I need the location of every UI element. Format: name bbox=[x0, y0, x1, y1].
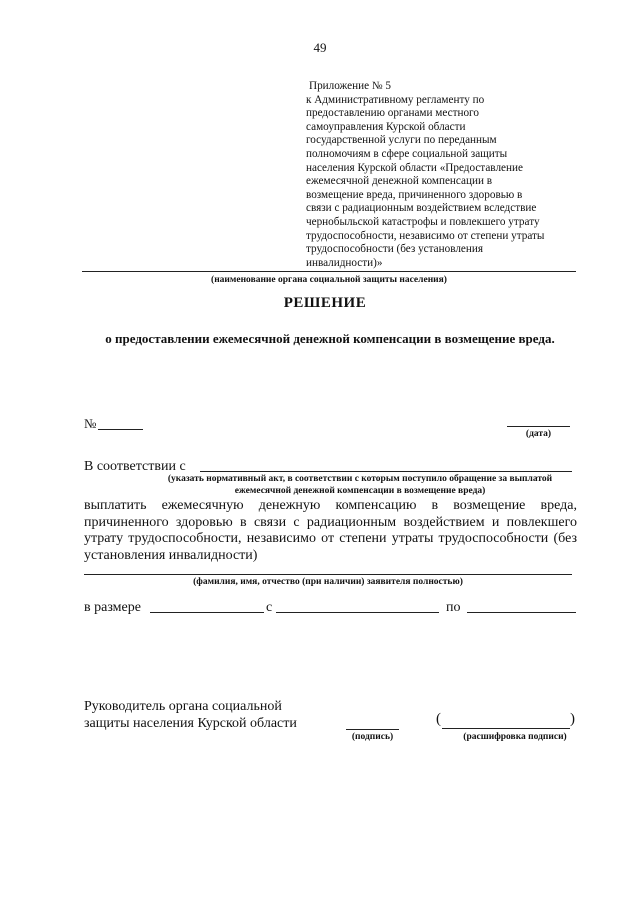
signer-title-line1: Руководитель органа социальной bbox=[84, 699, 282, 714]
signature-field bbox=[346, 729, 399, 730]
appendix-block bbox=[306, 80, 591, 270]
applicant-field bbox=[84, 574, 572, 575]
date-caption: (дата) bbox=[525, 429, 552, 439]
amount-label: в размере bbox=[84, 600, 141, 615]
according-label: В соответствии с bbox=[84, 459, 186, 474]
according-caption: (указать нормативный акт, в соответствии с которым поступило обращение за выплатой ежемесячной денежной компенсации в возмещение вреда) bbox=[167, 474, 553, 496]
to-label: по bbox=[446, 600, 461, 615]
from-field bbox=[276, 612, 439, 613]
document-subheading: о предоставлении ежемесячной денежной компенсации в возмещение вреда. bbox=[105, 331, 555, 346]
decoding-field bbox=[442, 728, 570, 729]
signature-caption: (подпись) bbox=[351, 732, 394, 742]
signer-title-line2: защиты населения Курской области bbox=[84, 716, 297, 731]
number-field bbox=[98, 429, 143, 430]
number-label: № bbox=[84, 416, 97, 431]
organization-line bbox=[82, 271, 576, 272]
decoding-caption: (расшифровка подписи) bbox=[463, 732, 567, 742]
page-number: 49 bbox=[313, 40, 327, 55]
decoding-close-paren: ) bbox=[570, 711, 575, 727]
date-field bbox=[507, 426, 570, 427]
appendix-text: к Административному регламенту по предоставлению органами местного самоуправления Курской области государственной услуги по переданным полномочиям в сфере социальной защиты населения Курской области «Предоставление ежемесячной денежной компенсации в возмещение вреда, причиненного здоровью в связи с радиационным воздействием вследствие чернобыльской катастрофы и повлекшего утрату трудоспособности, независимо от степени утраты трудоспособности (без установления инвалидности)» bbox=[306, 93, 545, 269]
from-label: с bbox=[266, 600, 273, 615]
appendix-title: Приложение № 5 bbox=[309, 80, 391, 92]
signer-block bbox=[84, 698, 297, 732]
according-field bbox=[200, 471, 572, 472]
amount-field bbox=[150, 612, 264, 613]
decoding-open-paren: ( bbox=[436, 711, 441, 727]
organization-caption: (наименование органа социальной защиты населения) bbox=[211, 275, 447, 285]
to-field bbox=[467, 612, 576, 613]
document-heading: РЕШЕНИЕ bbox=[283, 295, 367, 311]
decision-text: выплатить ежемесячную денежную компенсацию в возмещение вреда, причиненного здоровью в связи с радиационным воздействием и повлекшего утрату трудоспособности, независимо от степени утраты трудоспособности (без установления инвалидности) bbox=[84, 498, 577, 563]
applicant-caption: (фамилия, имя, отчество (при наличии) заявителя полностью) bbox=[193, 577, 463, 587]
